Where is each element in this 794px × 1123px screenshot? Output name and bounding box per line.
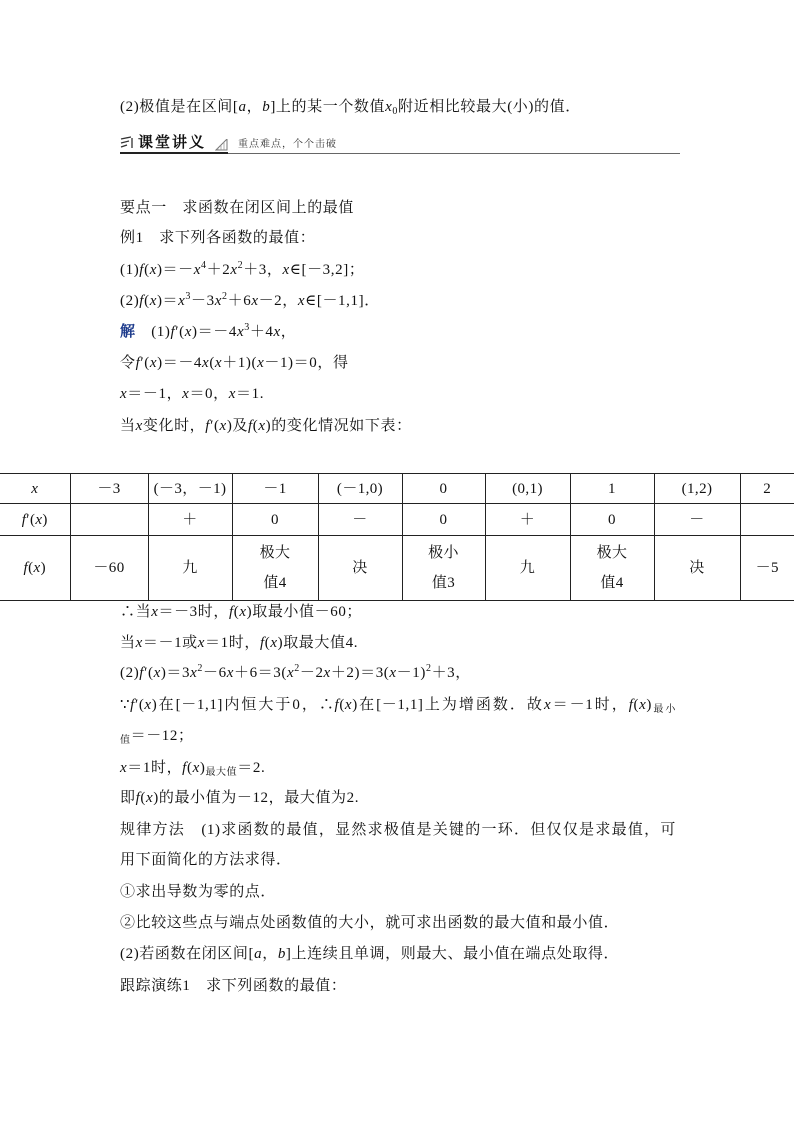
table-cell bbox=[740, 504, 794, 536]
text-segment: f bbox=[182, 760, 187, 776]
solution-line bbox=[120, 322, 296, 342]
text-segment: ) bbox=[42, 511, 48, 528]
text-segment: )的最小值为－12，最大值为2. bbox=[153, 790, 360, 806]
table-cell bbox=[70, 504, 148, 536]
text-segment: ＝1. bbox=[236, 386, 265, 402]
table-cell: －1 bbox=[232, 474, 318, 504]
text-segment: a bbox=[238, 99, 247, 115]
solution-keyword: 解 bbox=[120, 324, 136, 340]
text-segment: (1) bbox=[120, 262, 140, 278]
table-cell: 决 bbox=[654, 536, 740, 601]
text-segment: x bbox=[230, 262, 238, 278]
text-segment: (1) bbox=[135, 324, 171, 340]
text-segment: ＋2)＝3( bbox=[330, 665, 390, 681]
text-segment: f bbox=[205, 418, 211, 434]
text-segment: f bbox=[130, 697, 135, 713]
text-segment: ( bbox=[209, 355, 215, 371]
method-step-1 bbox=[120, 882, 276, 902]
text-segment: 0 bbox=[392, 106, 398, 117]
text-segment: ＋6＝3( bbox=[233, 665, 287, 681]
solution-line bbox=[120, 416, 412, 436]
text-segment: x bbox=[639, 697, 647, 713]
text-segment: ( bbox=[186, 760, 193, 776]
text-segment: x bbox=[282, 262, 290, 278]
text-segment: )＝－4 bbox=[192, 324, 237, 340]
text-segment: f bbox=[170, 324, 176, 340]
text-segment: ＝1时， bbox=[127, 760, 183, 776]
table-row bbox=[0, 536, 794, 601]
text-segment: f bbox=[334, 697, 340, 713]
text-segment: x bbox=[120, 386, 128, 402]
text-segment: (2)若函数在闭区间[ bbox=[120, 946, 255, 962]
text-segment: 最大值 bbox=[205, 767, 238, 778]
text-segment: ＋4 bbox=[249, 324, 274, 340]
table-cell: 极大 值4 bbox=[232, 536, 318, 601]
text-segment: x bbox=[214, 355, 223, 371]
text-segment: (2)极值是在区间[ bbox=[120, 99, 239, 115]
text-segment: )＝－ bbox=[156, 262, 194, 278]
text-segment: ∵ bbox=[120, 697, 131, 713]
method-summary-line bbox=[120, 944, 619, 964]
text-segment: ＝0， bbox=[189, 386, 229, 402]
text-segment: 2 bbox=[222, 291, 228, 302]
table-cell: 0 bbox=[232, 504, 318, 536]
text-segment: x bbox=[135, 635, 143, 651]
text-segment: ， bbox=[246, 99, 263, 115]
conclusion-line bbox=[120, 602, 362, 622]
text-segment: ) bbox=[40, 560, 46, 576]
text-segment: x bbox=[182, 386, 190, 402]
text-segment: ( bbox=[233, 604, 240, 620]
text-segment: )及 bbox=[226, 418, 249, 434]
text-segment: 附近相比较最大(小)的值． bbox=[398, 99, 581, 115]
solution-line bbox=[120, 758, 265, 778]
method-summary-heading bbox=[120, 820, 676, 840]
text-segment: 当 bbox=[120, 418, 136, 434]
text-segment: 当 bbox=[120, 635, 136, 651]
text-segment: 最小 bbox=[651, 704, 676, 715]
text-segment: 用下面简化的方法求得． bbox=[120, 852, 292, 868]
text-segment: )＝3 bbox=[160, 665, 191, 681]
text-segment: －2， bbox=[258, 293, 298, 309]
section-rule-thin bbox=[228, 153, 680, 154]
row-label-function bbox=[0, 536, 70, 601]
text-segment: x bbox=[273, 324, 281, 340]
text-segment: ②比较这些点与端点处函数值的大小，就可求出函数的最大值和最小值． bbox=[120, 915, 620, 931]
text-segment: ＝－1或 bbox=[142, 635, 198, 651]
text-segment: －3 bbox=[191, 293, 215, 309]
text-segment: ( bbox=[28, 560, 34, 576]
table-cell: 0 bbox=[402, 504, 485, 536]
text-segment: ( bbox=[140, 790, 146, 806]
text-segment: ( bbox=[144, 293, 150, 309]
text-segment: x bbox=[236, 324, 245, 340]
text-segment: )取最大值4. bbox=[277, 635, 359, 651]
row-label-x bbox=[0, 474, 70, 504]
table-cell: 九 bbox=[485, 536, 570, 601]
text-segment: 即 bbox=[120, 790, 136, 806]
text-segment: ＝1时， bbox=[205, 635, 260, 651]
text-segment: 规律方法 (1)求函数的最值，显然求极值是关键的一环．但仅仅是求最值，可 bbox=[120, 822, 676, 838]
text-segment: ， bbox=[280, 324, 297, 340]
solution-line bbox=[120, 663, 471, 683]
table-cell: ＋ bbox=[148, 504, 232, 536]
table-cell: 九 bbox=[148, 536, 232, 601]
text-segment: x bbox=[389, 665, 397, 681]
key-point-heading bbox=[120, 198, 354, 218]
text-segment: x bbox=[153, 665, 161, 681]
solution-line bbox=[120, 353, 349, 373]
text-segment: x bbox=[149, 293, 157, 309]
text-segment: －1)＝0，得 bbox=[264, 355, 349, 371]
text-segment: ]上的某一个数值 bbox=[270, 99, 386, 115]
table-cell: (－3，－1) bbox=[148, 474, 232, 504]
text-segment: －2 bbox=[299, 665, 324, 681]
table-cell: －60 bbox=[70, 536, 148, 601]
text-segment: x bbox=[149, 262, 157, 278]
text-segment: 要点一 求函数在闭区间上的最值 bbox=[120, 200, 355, 216]
text-segment: ) bbox=[646, 697, 652, 713]
text-segment: ∴当 bbox=[120, 604, 152, 620]
text-segment: f bbox=[139, 665, 145, 681]
text-segment: x bbox=[270, 635, 278, 651]
conclusion-line bbox=[120, 633, 358, 653]
text-segment: x bbox=[190, 665, 198, 681]
text-segment: ＝2. bbox=[237, 760, 266, 776]
row-label-derivative bbox=[0, 504, 70, 536]
table-cell: － bbox=[654, 504, 740, 536]
text-segment: f bbox=[628, 697, 634, 713]
text-segment: 3 bbox=[244, 322, 250, 333]
text-segment: f bbox=[259, 635, 265, 651]
text-segment: 3 bbox=[185, 291, 192, 302]
text-segment: ′( bbox=[134, 697, 145, 713]
solution-line bbox=[120, 695, 676, 715]
text-segment: 例1 求下列各函数的最值： bbox=[120, 230, 316, 246]
text-segment: ＋2 bbox=[206, 262, 231, 278]
text-segment: )＝－4 bbox=[157, 355, 203, 371]
text-segment: 令 bbox=[120, 355, 136, 371]
text-segment: x bbox=[120, 760, 128, 776]
exercise-heading bbox=[120, 976, 347, 996]
method-step-2 bbox=[120, 913, 619, 933]
text-segment: x bbox=[192, 760, 200, 776]
table-cell: 极大 值4 bbox=[570, 536, 654, 601]
text-segment: ′( bbox=[144, 665, 154, 681]
text-segment: ( bbox=[339, 697, 345, 713]
solution-line bbox=[120, 726, 194, 746]
text-segment: ) bbox=[199, 760, 206, 776]
table-cell: －3 bbox=[70, 474, 148, 504]
text-segment: ∈[－3,2]； bbox=[289, 262, 365, 278]
example-heading bbox=[120, 228, 315, 248]
text-segment: x bbox=[149, 355, 158, 371]
text-segment: x bbox=[35, 511, 43, 528]
text-segment: x bbox=[226, 665, 234, 681]
section-marker-icon bbox=[120, 136, 134, 149]
section-header bbox=[120, 133, 680, 155]
text-segment: x bbox=[543, 697, 552, 713]
text-segment: ( bbox=[144, 262, 150, 278]
text-segment: f bbox=[228, 604, 234, 620]
text-segment: ＝－1， bbox=[127, 386, 183, 402]
table-cell: 1 bbox=[570, 474, 654, 504]
text-segment: ′( bbox=[175, 324, 185, 340]
text-segment: x bbox=[257, 355, 265, 371]
text-segment: (2) bbox=[120, 665, 140, 681]
variation-table bbox=[0, 473, 794, 601]
text-segment: )取最小值－60； bbox=[246, 604, 363, 620]
text-segment: f bbox=[139, 293, 145, 309]
text-segment: 2 bbox=[294, 663, 300, 674]
text-segment: x bbox=[219, 418, 227, 434]
text-segment: x bbox=[151, 604, 159, 620]
text-segment: f bbox=[248, 418, 253, 434]
text-segment: x bbox=[31, 480, 39, 497]
text-segment: x bbox=[146, 790, 154, 806]
section-subtitle: 重点难点，个个击破 bbox=[238, 139, 337, 150]
text-segment: x bbox=[385, 99, 393, 115]
text-segment: ＝－12； bbox=[130, 728, 194, 744]
text-segment: f bbox=[135, 355, 141, 371]
table-row bbox=[0, 504, 794, 536]
text-segment: b bbox=[262, 99, 271, 115]
text-segment: 2 bbox=[197, 663, 203, 674]
text-segment: ( bbox=[264, 635, 271, 651]
text-segment: x bbox=[239, 604, 247, 620]
text-segment: x bbox=[228, 386, 237, 402]
text-segment: ′( bbox=[140, 355, 150, 371]
text-segment: ( bbox=[252, 418, 259, 434]
solution-line bbox=[120, 384, 264, 404]
table-cell: 0 bbox=[402, 474, 485, 504]
table-cell: － bbox=[318, 504, 402, 536]
text-segment: x bbox=[286, 665, 295, 681]
text-segment: x bbox=[214, 293, 222, 309]
text-segment: )＝ bbox=[156, 293, 179, 309]
example-part-1 bbox=[120, 260, 364, 280]
text-segment: x bbox=[193, 262, 202, 278]
text-segment: ①求出导数为零的点． bbox=[120, 884, 277, 900]
text-segment: ]上连续且单调，则最大、最小值在端点处取得． bbox=[285, 946, 620, 962]
text-segment: 变化时， bbox=[142, 418, 206, 434]
text-segment: ＝－3时， bbox=[158, 604, 229, 620]
text-segment: ′( bbox=[210, 418, 220, 434]
text-segment: f bbox=[135, 790, 141, 806]
text-segment: ＝－1时， bbox=[551, 697, 629, 713]
section-rule-thick bbox=[120, 152, 228, 154]
text-segment: x bbox=[297, 293, 306, 309]
text-segment: x bbox=[33, 560, 41, 576]
text-segment: －1) bbox=[396, 665, 426, 681]
table-cell: 2 bbox=[740, 474, 794, 504]
text-segment: a bbox=[254, 946, 263, 962]
corner-triangle-icon bbox=[215, 138, 228, 150]
text-segment: 值 bbox=[120, 735, 131, 746]
table-cell: (0,1) bbox=[485, 474, 570, 504]
table-row bbox=[0, 474, 794, 504]
table-cell: ＋ bbox=[485, 504, 570, 536]
text-segment: )在[－1,1]上为增函数．故 bbox=[352, 697, 544, 713]
table-cell: (1,2) bbox=[654, 474, 740, 504]
text-segment: ， bbox=[262, 946, 278, 962]
text-segment: －6 bbox=[203, 665, 227, 681]
text-segment: 跟踪演练1 求下列函数的最值： bbox=[120, 978, 347, 994]
text-segment: x bbox=[135, 418, 143, 434]
text-segment: x bbox=[184, 324, 193, 340]
text-segment: x bbox=[258, 418, 266, 434]
text-segment: f bbox=[23, 560, 29, 576]
text-segment: f bbox=[21, 511, 27, 528]
text-segment: (2) bbox=[120, 293, 140, 309]
text-segment: ′( bbox=[26, 511, 36, 528]
text-segment: x bbox=[197, 635, 206, 651]
text-segment: ＋3， bbox=[243, 262, 283, 278]
text-segment: ∈[－1,1]． bbox=[305, 293, 380, 309]
text-segment: x bbox=[344, 697, 353, 713]
text-segment: x bbox=[144, 697, 152, 713]
text-segment: ＋3， bbox=[431, 665, 471, 681]
extremum-definition-line bbox=[120, 97, 581, 117]
table-cell: －5 bbox=[740, 536, 794, 601]
text-segment: x bbox=[178, 293, 186, 309]
table-cell: 0 bbox=[570, 504, 654, 536]
text-segment: ＋1)( bbox=[222, 355, 258, 371]
method-summary-line bbox=[120, 850, 292, 870]
example-part-2 bbox=[120, 291, 380, 311]
text-segment: 2 bbox=[237, 260, 244, 271]
table-cell: (－1,0) bbox=[318, 474, 402, 504]
text-segment: )在[－1,1]内恒大于0，∴ bbox=[151, 697, 335, 713]
text-segment: 4 bbox=[201, 260, 207, 271]
conclusion-line bbox=[120, 788, 359, 808]
table-cell: 决 bbox=[318, 536, 402, 601]
text-segment: ＋6 bbox=[227, 293, 252, 309]
text-segment: 2 bbox=[425, 663, 432, 674]
text-segment: x bbox=[251, 293, 259, 309]
text-segment: ( bbox=[633, 697, 640, 713]
text-segment: )的变化情况如下表： bbox=[265, 418, 412, 434]
table-cell: 极小 值3 bbox=[402, 536, 485, 601]
text-segment: x bbox=[202, 355, 210, 371]
text-segment: x bbox=[323, 665, 331, 681]
text-segment: b bbox=[277, 946, 286, 962]
section-title: 课堂讲义 bbox=[138, 135, 207, 151]
text-segment: f bbox=[139, 262, 145, 278]
